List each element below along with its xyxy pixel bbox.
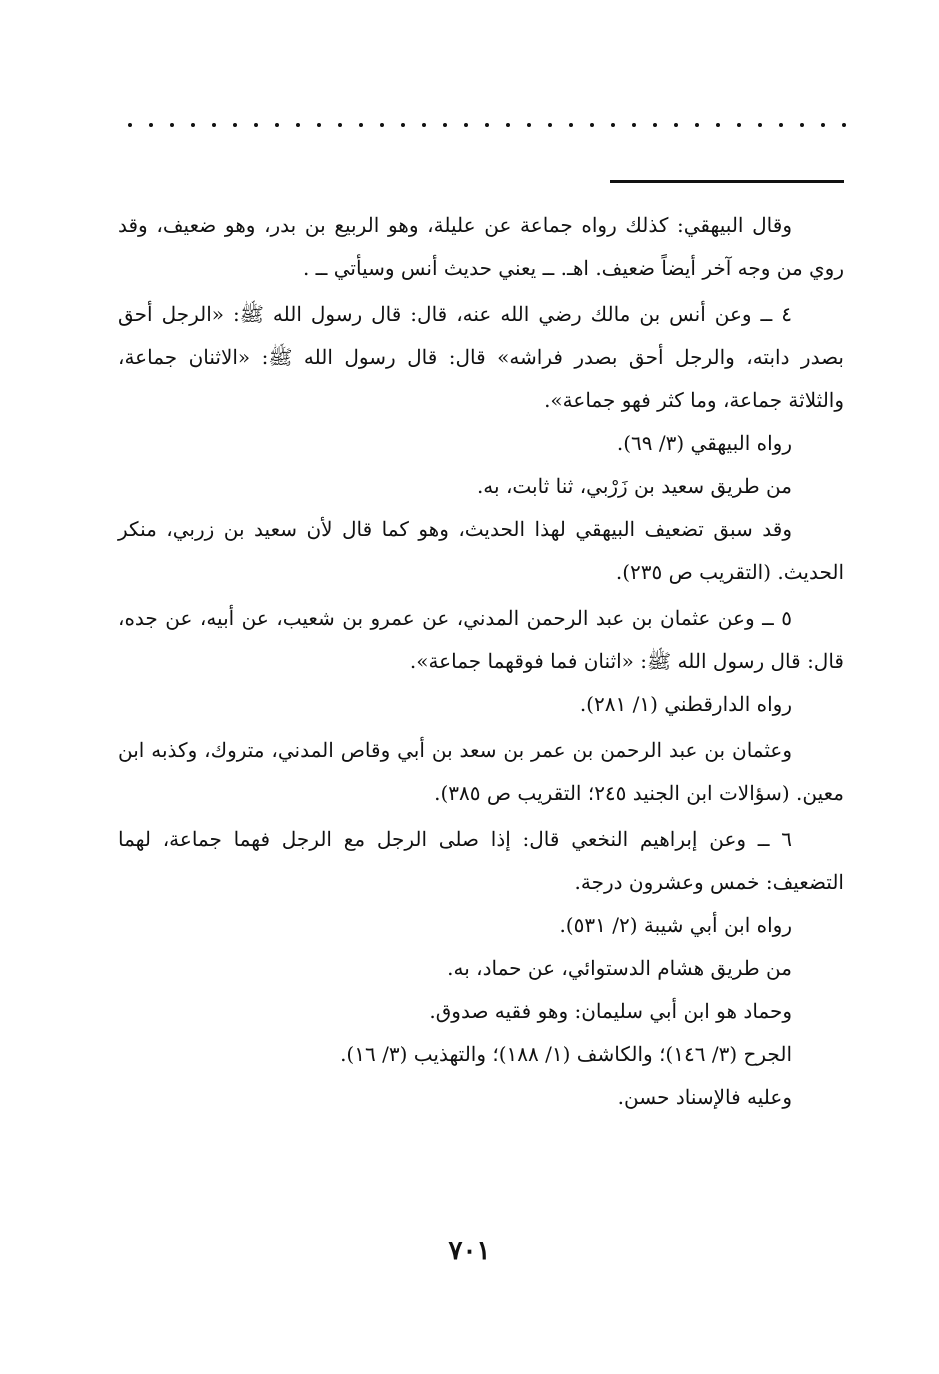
paragraph-chain-4: من طريق سعيد بن زَرْبي، ثنا ثابت، به. <box>476 474 792 498</box>
dot-mark <box>380 123 384 127</box>
dot-mark <box>170 123 174 127</box>
dot-mark <box>296 123 300 127</box>
paragraph-narrator-hammad: وحماد هو ابن أبي سليمان: وهو فقيه صدوق. <box>429 999 792 1023</box>
dot-mark <box>758 123 762 127</box>
paragraph-grading-4: وقد سبق تضعيف البيهقي لهذا الحديث، وهو كما قال لأن سعيد بن زربي، منكر الحديث. (التقريب ص ٢٣٥). <box>118 517 844 584</box>
dot-mark <box>275 123 279 127</box>
dot-mark <box>422 123 426 127</box>
dot-mark <box>695 123 699 127</box>
dot-mark <box>590 123 594 127</box>
dot-mark <box>716 123 720 127</box>
dot-mark <box>569 123 573 127</box>
dot-mark <box>737 123 741 127</box>
decorative-dotted-line <box>128 118 846 132</box>
dot-mark <box>632 123 636 127</box>
dot-mark <box>779 123 783 127</box>
dot-mark <box>800 123 804 127</box>
dot-mark <box>149 123 153 127</box>
dot-mark <box>338 123 342 127</box>
dot-mark <box>674 123 678 127</box>
paragraph-chain-6: من طريق هشام الدستوائي، عن حماد، به. <box>447 956 792 980</box>
footnote-separator-rule <box>610 180 844 183</box>
paragraph-references-6: الجرح (٣/ ١٤٦)؛ والكاشف (١/ ١٨٨)؛ والتهذيب (٣/ ١٦). <box>340 1042 792 1066</box>
dot-mark <box>401 123 405 127</box>
paragraph-hadith-6: ٦ ــ وعن إبراهيم النخعي قال: إذا صلى الرجل مع الرجل فهما جماعة، لهما التضعيف: خمس وعشرون درجة. <box>118 827 844 894</box>
dot-mark <box>359 123 363 127</box>
page-number: ٧٠١ <box>448 1236 491 1266</box>
dot-mark <box>548 123 552 127</box>
dot-mark <box>191 123 195 127</box>
paragraph-source-bayhaqi: رواه البيهقي (٣/ ٦٩). <box>616 431 792 455</box>
dot-mark <box>842 123 846 127</box>
dot-mark <box>527 123 531 127</box>
dot-mark <box>254 123 258 127</box>
paragraph-source-daraqutni: رواه الدارقطني (١/ ٢٨١). <box>579 692 792 716</box>
paragraph-source-ibn-abi-shayba: رواه ابن أبي شيبة (٢/ ٥٣١). <box>559 913 792 937</box>
paragraph-conclusion-6: وعليه فالإسناد حسن. <box>617 1085 792 1109</box>
dot-mark <box>233 123 237 127</box>
dot-mark <box>317 123 321 127</box>
dot-mark <box>128 123 132 127</box>
dot-mark <box>443 123 447 127</box>
paragraph-grading-5: وعثمان بن عبد الرحمن بن عمر بن سعد بن أبي وقاص المدني، متروك، وكذبه ابن معين. (سؤالات ابن الجنيد ٢٤٥؛ التقريب ص ٣٨٥). <box>118 738 844 805</box>
dot-mark <box>212 123 216 127</box>
dot-mark <box>506 123 510 127</box>
dot-mark <box>485 123 489 127</box>
paragraph-hadith-5: ٥ ــ وعن عثمان بن عبد الرحمن المدني، عن عمرو بن شعيب، عن أبيه، عن جده، قال: قال رسول الله ﷺ: «اثنان فما فوقهما جماعة». <box>118 606 844 673</box>
dot-mark <box>611 123 615 127</box>
paragraph-bayhaqi-comment: وقال البيهقي: كذلك رواه جماعة عن عليلة، وهو الربيع بن بدر، وهو ضعيف، وقد روي من وجه آخر أيضاً ضعيف. اهـ. ــ يعني حديث أنس وسيأتي ــ . <box>118 213 844 280</box>
dot-mark <box>464 123 468 127</box>
paragraph-hadith-4: ٤ ــ وعن أنس بن مالك رضي الله عنه، قال: قال رسول الله ﷺ: «الرجل أحق بصدر دابته، والرجل أحق بصدر فراشه» قال: قال رسول الله ﷺ: «الاثنان جماعة، والثلاثة جماعة، وما كثر فهو جماعة». <box>118 302 844 412</box>
dot-mark <box>821 123 825 127</box>
page-body <box>118 204 844 1119</box>
dot-mark <box>653 123 657 127</box>
